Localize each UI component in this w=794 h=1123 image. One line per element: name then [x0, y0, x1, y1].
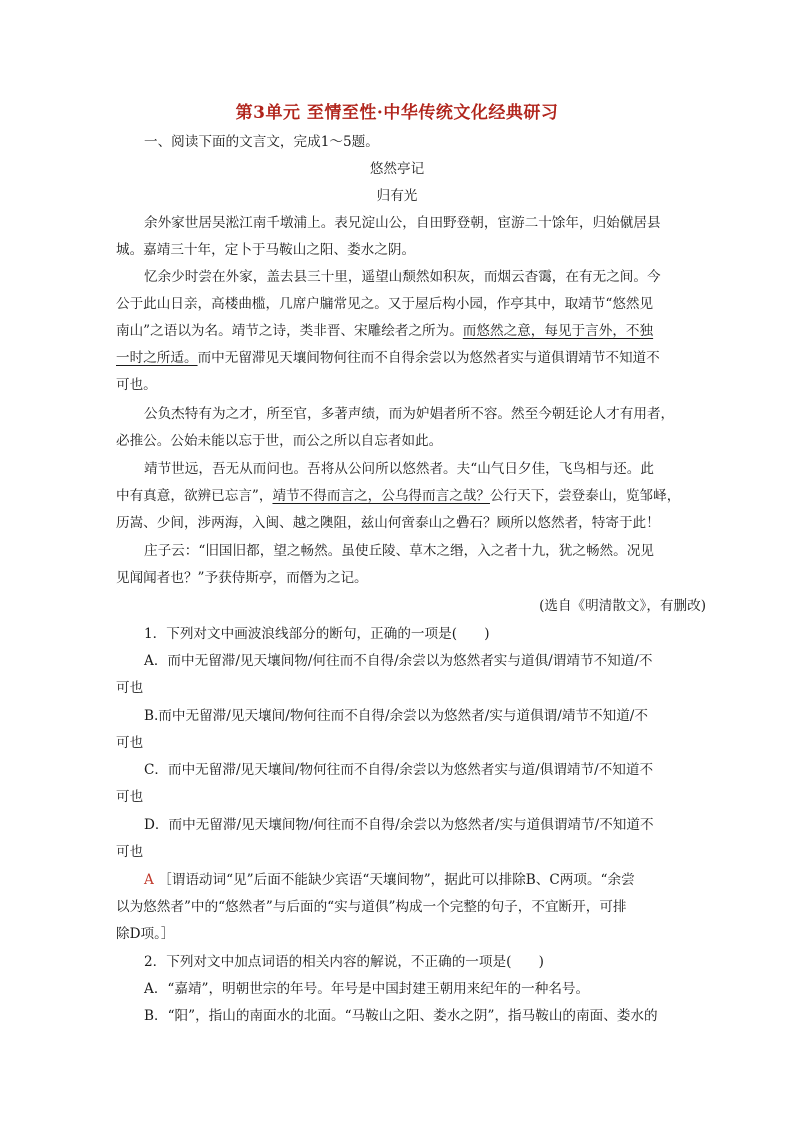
essay-line: 靖节世远，吾无从而问也。吾将从公问所以悠然者。夫“山气日夕佳，飞鸟相与还。此: [144, 461, 654, 477]
option-a: A．“嘉靖”，明朝世宗的年号。年号是中国封建王朝用来纪年的一种名号。: [144, 981, 590, 997]
explanation-text: ［谓语动词“见”后面不能缺少宾语“天壤间物”，据此可以排除B、C两项。“余尝: [158, 872, 635, 888]
underlined-sentence: 靖节不得而言之，公乌得而言之哉？: [272, 488, 490, 504]
answer-explanation: [144, 870, 684, 890]
essay-line: [116, 321, 684, 341]
essay-author: 归有光: [376, 188, 418, 204]
essay-text: 公行天下，尝登泰山，览邹峄，: [489, 488, 681, 504]
option-b: B.而中无留滞/见天壤间/物何往而不自得/余尝以为悠然者/实与道俱谓/靖节不知道/不: [144, 708, 648, 724]
essay-line: 城。嘉靖三十年，定卜于马鞍山之阳、娄水之阴。: [116, 242, 416, 258]
page-title: 第3单元 至情至性·中华传统文化经典研习: [235, 103, 559, 123]
essay-line: 公于此山日亲，高楼曲槛，几席户牖常见之。又于屋后构小园，作亭其中，取靖节“悠然见: [116, 296, 654, 312]
essay-line: 必推公。公始未能以忘于世，而公之所以自忘者如此。: [116, 433, 443, 449]
essay-line: 公负杰特有为之才，所至官，多著声绩，而为妒娼者所不容。然至今朝廷论人才有用者，: [144, 406, 675, 422]
option-c-cont: 可也: [116, 789, 144, 805]
question-stem: 1．下列对文中画波浪线部分的断句，正确的一项是( ): [144, 626, 490, 642]
underlined-sentence: 而悠然之意，每见于言外，不独: [462, 323, 654, 339]
instruction: 一、阅读下面的文言文，完成1～5题。: [144, 134, 379, 150]
answer-letter: A: [144, 872, 154, 888]
option-c: C．而中无留滞/见天壤间/物何往而不自得/余尝以为悠然者实与道/俱谓靖节/不知道不: [144, 762, 654, 778]
essay-line: [116, 486, 684, 506]
essay-text: 中有真意，欲辨已忘言”，: [116, 488, 273, 504]
option-a-cont: 可也: [116, 680, 144, 696]
essay-text: 南山”之语以为名。靖节之诗，类非晋、宋雕绘者之所为。: [116, 323, 463, 339]
option-a: A．而中无留滞/见天壤间物/何往而不自得/余尝以为悠然者实与道俱/谓靖节不知道/不: [144, 653, 653, 669]
option-d: D．而中无留滞/见天壤间物/何往而不自得/余尝以为悠然者/实与道俱谓靖节/不知道不: [144, 817, 654, 833]
wavy-line-sentence: 而中无留滞见天壤间物何往而不自得余尝以为悠然者实与道俱谓靖节不知道不: [197, 350, 660, 366]
essay-source: (选自《明清散文》，有删改): [539, 598, 706, 614]
essay-line: 历嵩、少间，涉两海，入闽、越之隩阻，兹山何啻泰山之礨石？顾所以悠然者，特寄于此！: [116, 515, 660, 531]
question-stem: 2．下列对文中加点词语的相关内容的解说，不正确的一项是( ): [144, 954, 544, 970]
essay-line: 余外家世居吴淞江南千墩浦上。表兄淀山公，自田野登朝，宦游二十馀年，归始僦居县: [144, 215, 661, 231]
essay-line: 忆余少时尝在外家，盖去县三十里，遥望山颓然如积灰，而烟云杳霭，在有无之间。今: [144, 269, 661, 285]
explanation-cont: 以为悠然者”中的“悠然者”与后面的“实与道俱”构成一个完整的句子，不宜断开，可排: [116, 899, 627, 915]
underlined-sentence: 一时之所适。: [116, 350, 198, 366]
essay-line: 可也。: [116, 377, 157, 393]
option-b: B．“阳”，指山的南面水的北面。“马鞍山之阳、娄水之阴”，指马鞍山的南面、娄水的: [144, 1008, 658, 1024]
essay-line: 庄子云：“旧国旧都，望之畅然。虽使丘陵、草木之缗，入之者十九，犹之畅然。况见: [144, 543, 654, 559]
essay-title: 悠然亭记: [369, 161, 425, 177]
essay-line: [116, 348, 684, 368]
essay-line: 见闻闻者也？”予获侍斯亭，而僭为之记。: [116, 570, 368, 586]
option-d-cont: 可也: [116, 844, 144, 860]
option-b-cont: 可也: [116, 735, 144, 751]
explanation-cont: 除D项。］: [116, 926, 175, 942]
